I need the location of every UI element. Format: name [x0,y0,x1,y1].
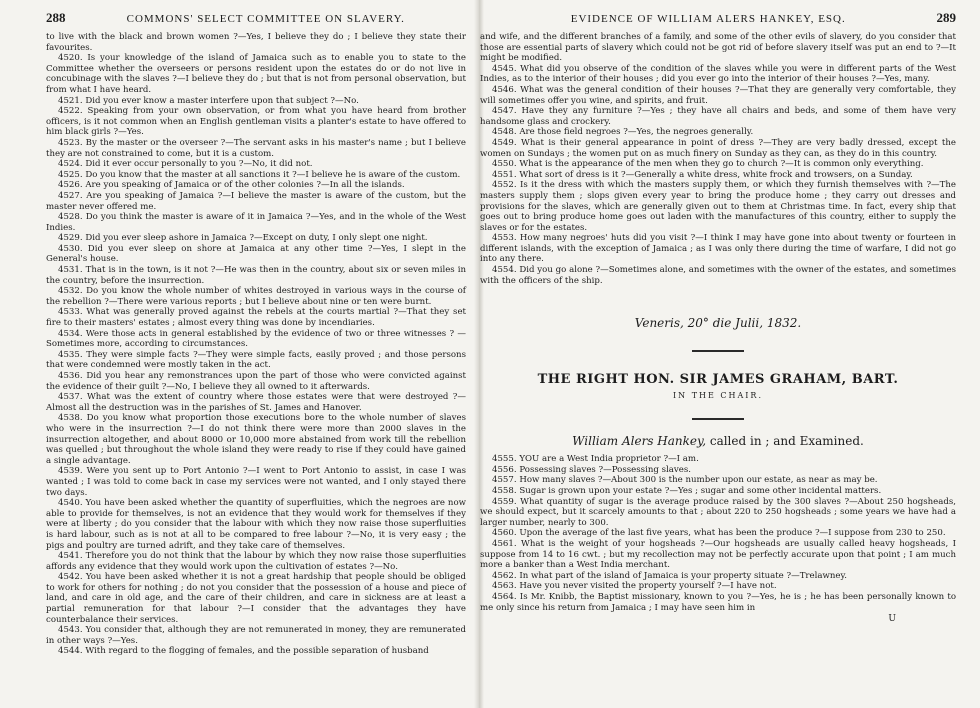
paragraph: 4538. Do you know what proportion those executions bore to the whole number of slaves who were in the insurrection ?—I do not think there were more than 2000 slaves in the insurrection altogether, and about 8000 or 10,000 more abstained from work till the rebellion was quelled ; but throughout the whole island they were ready to rise if they could have gained a single advantage. [46,413,466,466]
paragraph: and wife, and the different branches of a family, and some of the other evils of slavery, do you consider that those are essential parts of slavery which could not be got rid of before slavery itself was put an end to ?—It might be modified. [480,32,956,64]
paragraph: 4541. Therefore you do not think that the labour by which they now raise those superfluities affords any evidence that they would work upon the cultivation of estates ?—No. [46,551,466,572]
paragraph: 4532. Do you know the whole number of whites destroyed in various ways in the course of the rebellion ?—There were various reports ; but I believe about nine or ten were burnt. [46,286,466,307]
paragraph: 4528. Do you think the master is aware of it in Jamaica ?—Yes, and in the whole of the West Indies. [46,212,466,233]
paragraph: 4556. Possessing slaves ?—Possessing slaves. [492,464,691,475]
paragraph: 4555. YOU are a West India proprietor ?—I am. [492,454,699,465]
paragraph: 4557. How many slaves ?—About 300 is the number upon our estate, as near as may be. [492,475,878,486]
witness-name: William Alers Hankey, [572,434,707,449]
paragraph: 4520. Is your knowledge of the island of Jamaica such as to enable you to state to the Committee whether the overseers or persons resident upon the estates do or do not live in concubinage with the slaves ?—I believe they do ; but that is not from personal observation, but from what I have heard. [46,53,466,95]
paragraph: 4534. Were those acts in general established by the evidence of two or three witnesses ? —Sometimes more, according to circumstances. [46,328,466,350]
paragraph: 4537. What was the extent of country where those estates were that were destroyed ?—Almost all the destruction was in the parishes of St. James and Hanover. [46,392,466,413]
chair-note: IN THE CHAIR. [673,391,763,401]
paragraph: 4559. What quantity of sugar is the average produce raised by the 300 slaves ?—About 250 hogsheads, we should expect, but it scarcely amounts to that ; about 220 to 250 hogsheads ; some years we have had a larger number, nearly to 300. [480,496,956,528]
paragraph: 4536. Did you hear any remonstrances upon the part of those who were convicted against the evidence of their guilt ?—No, I believe they all owned to it afterwards. [46,371,466,392]
paragraph: 4546. What was the general condition of their houses ?—That they are generally very comfortable, they will sometimes offer you wine, and spirits, and fruit. [480,84,956,106]
paragraph: 4547. Have they any furniture ?—Yes ; they have all chairs and beds, and some of them have very handsome glass and crockery. [480,106,956,127]
paragraph: 4560. Upon the average of the last five years, what has been the produce ?—I suppose from 230 to 250. [492,528,946,539]
paragraph: 4558. Sugar is grown upon your estate ?—Yes ; sugar and some other incidental matters. [492,486,882,497]
paragraph: 4526. Are you speaking of Jamaica or of the other colonies ?—In all the islands. [58,180,405,191]
paragraph: 4535. They were simple facts ?—They were simple facts, easily proved ; and those persons that were condemned were mostly taken in the act. [46,349,466,371]
left-page-body [46,32,466,657]
chair-name: THE RIGHT HON. SIR JAMES GRAHAM, BART. [537,372,899,388]
paragraph: 4561. What is the weight of your hogsheads ?—Our hogsheads are usually called heavy hogsheads, I suppose from 14 to 16 cwt. ; but my recollection may not be perfectly accurate upon that point ; I am much more a banker than a West India merchant. [480,539,956,571]
right-page-number: 289 [936,10,956,25]
paragraph: 4527. Are you speaking of Jamaica ?—I believe the master is aware of the custom, but the master never offered me. [46,190,466,212]
witness-suffix: called in ; and Examined. [709,434,864,449]
paragraph: 4562. In what part of the island of Jamaica is your property situate ?—Trelawney. [492,570,847,581]
paragraph: 4549. What is their general appearance in point of dress ?—They are very badly dressed, except the women on Sundays ; the women put on as much finery on Sunday as they can, as they do in this country. [480,137,956,159]
paragraph: 4544. With regard to the flogging of females, and the possible separation of husband [58,646,429,657]
left-page-number: 288 [46,10,66,25]
paragraph: 4531. That is in the town, is it not ?—He was then in the country, about six or seven miles in the country, before the insurrection. [46,265,466,286]
section-rule [692,350,744,352]
paragraph: 4550. What is the appearance of the men when they go to church ?—It is common only everything. [492,159,924,170]
paragraph: 4564. Is Mr. Knibb, the Baptist missionary, known to you ?—Yes, he is ; he has been personally known to me only since his return from Jamaica ; I may have seen him in [480,591,956,613]
paragraph: 4563. Have you never visited the property yourself ?—I have not. [492,581,777,592]
paragraph: 4540. You have been asked whether the quantity of superfluities, which the negroes are now able to provide for themselves, is not an evidence that they would work for themselves if they were at liberty ; do you consider that the labour with which they now raise those superfluities is hard labour, such as is not at all to be compared to free labour ?—No, it is very easy ; the pigs and poultry are turned adrift, and they take care of themselves. [46,498,466,551]
paragraph: 4552. Is it the dress with which the masters supply them, or which they furnish themselves with ?—The masters supply them ; slops given every year to bring the produce home ; they carry out dresses and provisions for the slaves, which are generally given out to them at Christmas time. In fact, every ship that goes out to bring produce home goes out laden with the manufactures of this country, either to supply the slaves or for the estates. [480,180,956,233]
paragraph: 4548. Are those field negroes ?—Yes, the negroes generally. [492,127,754,138]
paragraph: 4521. Did you ever know a master interfere upon that subject ?—No. [58,95,359,106]
left-running-head [46,10,466,26]
paragraph: 4523. By the master or the overseer ?—The servant asks in his master's name ; but I believe they are not constrained to come, but it is a custom. [46,137,466,159]
paragraph: 4525. Do you know that the master at all sanctions it ?—I believe he is aware of the custom. [58,169,461,180]
paragraph: 4533. What was generally proved against the rebels at the courts martial ?—That they set fire to their masters' estates ; almost every thing was done by incendiaries. [46,307,466,329]
signature-mark: U [888,614,896,625]
paragraph: 4529. Did you ever sleep ashore in Jamaica ?—Except on duty, I only slept one night. [58,233,428,244]
examination-body [480,454,956,613]
paragraph: 4553. How many negroes' huts did you visit ?—I think I may have gone into about twenty or fourteen in different islands, with the exception of Jamaica ; as I was only there during the time of warfare, I did not go into any there. [480,233,956,265]
paragraph: 4551. What sort of dress is it ?—Generally a white dress, white frock and trowsers, on a Sunday. [492,169,913,180]
right-running-head [480,10,956,26]
paragraph: 4530. Did you ever sleep on shore at Jamaica at any other time ?—Yes, I slept in the General's house. [46,243,466,265]
paragraph: to live with the black and brown women ?—Yes, I believe they do ; I believe they state their favourites. [46,32,466,53]
sitting-dateline: Veneris, 20° die Julii, 1832. [634,316,802,331]
section-rule [692,418,744,420]
right-running-title: EVIDENCE OF WILLIAM ALERS HANKEY, ESQ. [570,13,846,25]
paragraph: 4545. What did you observe of the condition of the slaves while you were in different parts of the West Indies, as to the interior of their houses ; did you ever go into the interior of their houses ?—Yes, many. [480,63,956,85]
paragraph: 4543. You consider that, although they are not remunerated in money, they are remunerated in other ways ?—Yes. [46,625,466,646]
paragraph: 4522. Speaking from your own observation, or from what you have heard from brother officers, is it not common when an English gentleman visits a planter's estate to have offered to him black girls ?—Yes. [46,106,466,138]
paragraph: 4554. Did you go alone ?—Sometimes alone, and sometimes with the owner of the estates, and sometimes with the officers of the ship. [480,265,956,286]
right-page-body [480,32,956,286]
right-page [480,0,980,708]
paragraph: 4542. You have been asked whether it is not a great hardship that people should be obliged to work for others for nothing ; do not you consider that the possession of a house and piece of land, and care in old age, and the care of their children, and care in sickness are at least a partial remuneration for that labour ?—I consider that the advantages they have counterbalance their services. [46,572,466,625]
paragraph: 4524. Did it ever occur personally to you ?—No, it did not. [58,159,313,170]
witness-heading [480,434,956,448]
left-running-title: COMMONS' SELECT COMMITTEE ON SLAVERY. [126,13,405,25]
paragraph: 4539. Were you sent up to Port Antonio ?—I went to Port Antonio to assist, in case I was wanted ; I was told to come back in case my services were not wanted, and I only stayed there two days. [46,466,466,498]
left-page [0,0,478,708]
